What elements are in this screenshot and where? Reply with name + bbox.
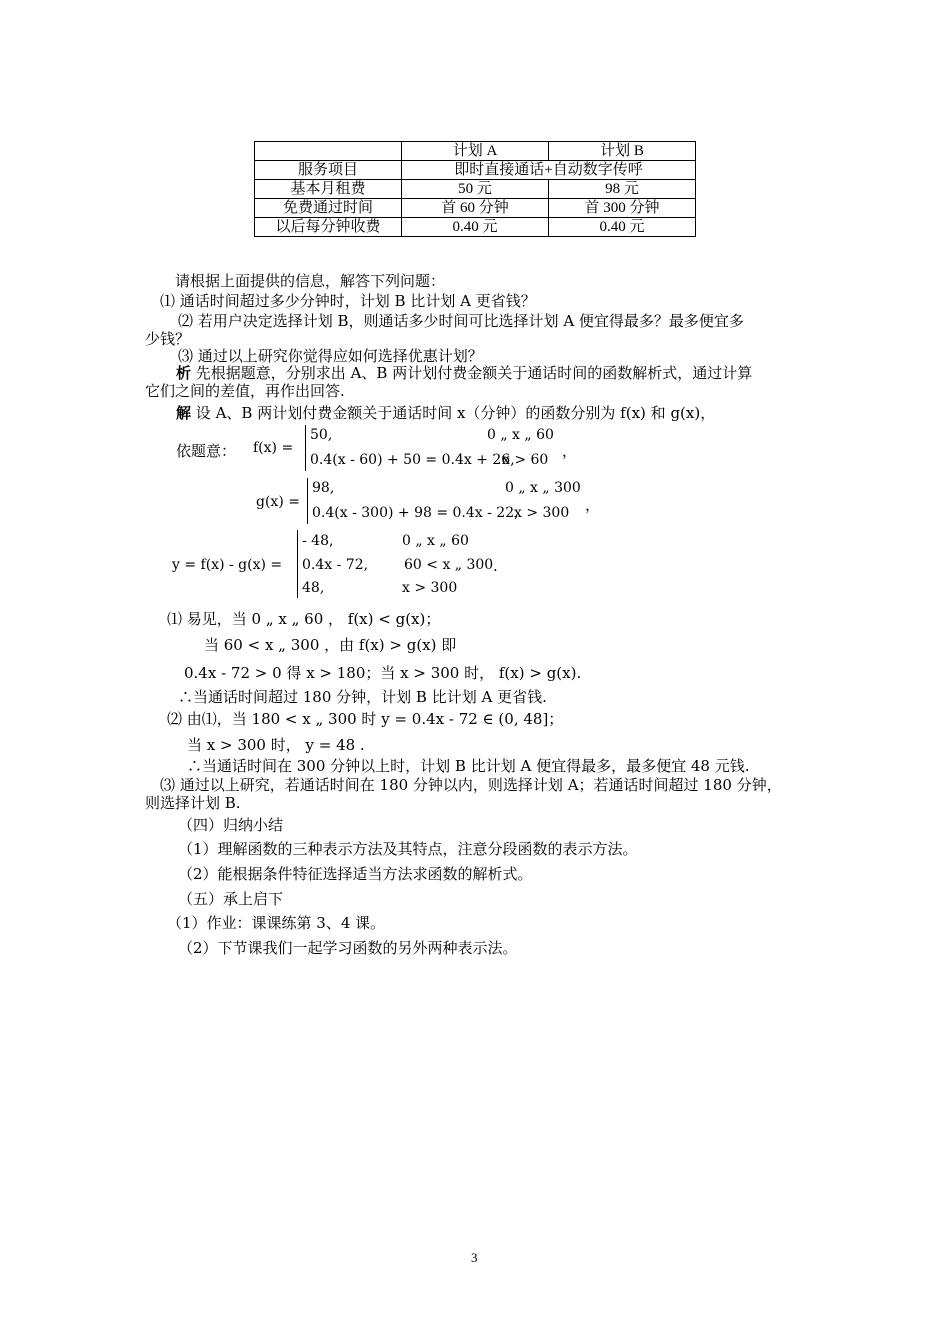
y-cond-3: x > 300	[402, 580, 458, 596]
f-case-2: 0.4(x - 60) + 50 = 0.4x + 26,	[310, 452, 515, 468]
table-cell: 基本月租费	[255, 180, 402, 199]
step-2-a: ⑵ 由⑴，当 180 < x „ 300 时 y = 0.4x - 72 ∈ (0, 48]；	[167, 710, 564, 728]
step-3-a: ⑶ 通过以上研究，若通话时间在 180 分钟以内，则选择计划 A；若通话时间超过 180 分钟，	[160, 776, 782, 794]
homework-item-2: （2）下节课我们一起学习函数的另外两种表示法。	[178, 939, 518, 957]
step-2-b: 当 x > 300 时， y = 48 .	[187, 736, 365, 754]
table-cell: 50 元	[402, 180, 549, 199]
y-case-3: 48,	[302, 580, 325, 596]
homework-item-1: （1）作业：课课练第 3、4 课。	[167, 914, 386, 932]
f-comma: ，	[562, 442, 578, 460]
question-2: ⑵ 若用户决定选择计划 B，则通话多少时间可比选择计划 A 便宜得最多？最多便宜多	[178, 312, 744, 330]
table-cell: 服务项目	[255, 161, 402, 180]
table-row	[255, 180, 696, 199]
step-3-b: 则选择计划 B.	[145, 794, 241, 812]
step-1-a: ⑴ 易见，当 0 „ x „ 60 ， f(x) < g(x)；	[167, 610, 441, 628]
analysis-label: 析	[176, 364, 192, 382]
table-cell: 98 元	[549, 180, 696, 199]
solution-text: 设 A、B 两计划付费金额关于通话时间 x（分钟）的函数分别为 f(x) 和 g(x)，	[195, 404, 716, 422]
f-brace	[305, 425, 306, 471]
table-cell: 即时直接通话+自动数字传呼	[402, 161, 696, 180]
g-case-2: 0.4(x - 300) + 98 = 0.4x - 22,	[312, 505, 519, 521]
g-case-1: 98,	[312, 480, 335, 496]
g-cond-2: x > 300	[514, 505, 570, 521]
g-cond-1: 0 „ x „ 300	[505, 480, 581, 496]
table-cell: 0.40 元	[549, 218, 696, 237]
table-row	[255, 218, 696, 237]
question-3: ⑶ 通过以上研究你觉得应如何选择优惠计划？	[178, 347, 483, 365]
table-cell: 以后每分钟收费	[255, 218, 402, 237]
y-brace	[297, 530, 298, 598]
y-cond-1: 0 „ x „ 60	[402, 533, 469, 549]
solution-line	[176, 402, 715, 423]
g-brace	[307, 478, 308, 524]
intro-line: 请根据上面提供的信息，解答下列问题：	[175, 272, 446, 290]
step-1-b: 当 60 < x „ 300 ，由 f(x) > g(x) 即	[204, 636, 457, 654]
table-row	[255, 161, 696, 180]
table-cell: 首 300 分钟	[549, 199, 696, 218]
table-cell: 免费通过时间	[255, 199, 402, 218]
analysis-cont: 它们之间的差值，再作出回答.	[145, 382, 345, 400]
f-case-1: 50,	[310, 427, 333, 443]
step-1-d: ∴当通话时间超过 180 分钟，计划 B 比计划 A 更省钱.	[178, 688, 547, 706]
table-header-row	[255, 142, 696, 161]
summary-title: （四）归纳小结	[178, 816, 284, 834]
y-cond-2: 60 < x „ 300	[404, 557, 494, 573]
table-header-cell	[255, 142, 402, 161]
y-case-1: - 48,	[302, 533, 334, 549]
page-number: 3	[471, 1250, 478, 1265]
table-header-cell: 计划 B	[549, 142, 696, 161]
table-cell: 首 60 分钟	[402, 199, 549, 218]
g-comma: ，	[585, 496, 601, 514]
next-title: （五）承上启下	[178, 890, 284, 908]
solution-label: 解	[176, 404, 192, 422]
g-lhs: g(x) =	[256, 494, 300, 510]
yitiyi-label: 依题意：	[176, 442, 237, 460]
table-header-cell: 计划 A	[402, 142, 549, 161]
question-2-cont: 少钱？	[145, 330, 191, 348]
step-1-c: 0.4x - 72 > 0 得 x > 180；当 x > 300 时， f(x) > g(x).	[184, 664, 582, 682]
summary-item-1: （1）理解函数的三种表示方法及其特点，注意分段函数的表示方法。	[178, 840, 638, 858]
summary-item-2: （2）能根据条件特征选择适当方法求函数的解析式。	[178, 865, 533, 883]
step-2-c: ∴当通话时间在 300 分钟以上时，计划 B 比计划 A 便宜得最多，最多便宜 48 元钱.	[187, 757, 750, 775]
f-cond-2: x > 60	[502, 452, 549, 468]
question-1: ⑴ 通话时间超过多少分钟时，计划 B 比计划 A 更省钱？	[160, 292, 536, 310]
y-lhs: y = f(x) - g(x) =	[172, 557, 283, 573]
table-cell: 0.40 元	[402, 218, 549, 237]
analysis-text: 先根据题意，分别求出 A、B 两计划付费金额关于通话时间的函数解析式，通过计算	[195, 364, 753, 382]
plan-comparison-table	[254, 141, 696, 237]
f-lhs: f(x) =	[253, 440, 294, 456]
f-cond-1: 0 „ x „ 60	[487, 427, 554, 443]
table-row	[255, 199, 696, 218]
y-period: .	[493, 557, 498, 575]
y-case-2: 0.4x - 72,	[302, 557, 369, 573]
